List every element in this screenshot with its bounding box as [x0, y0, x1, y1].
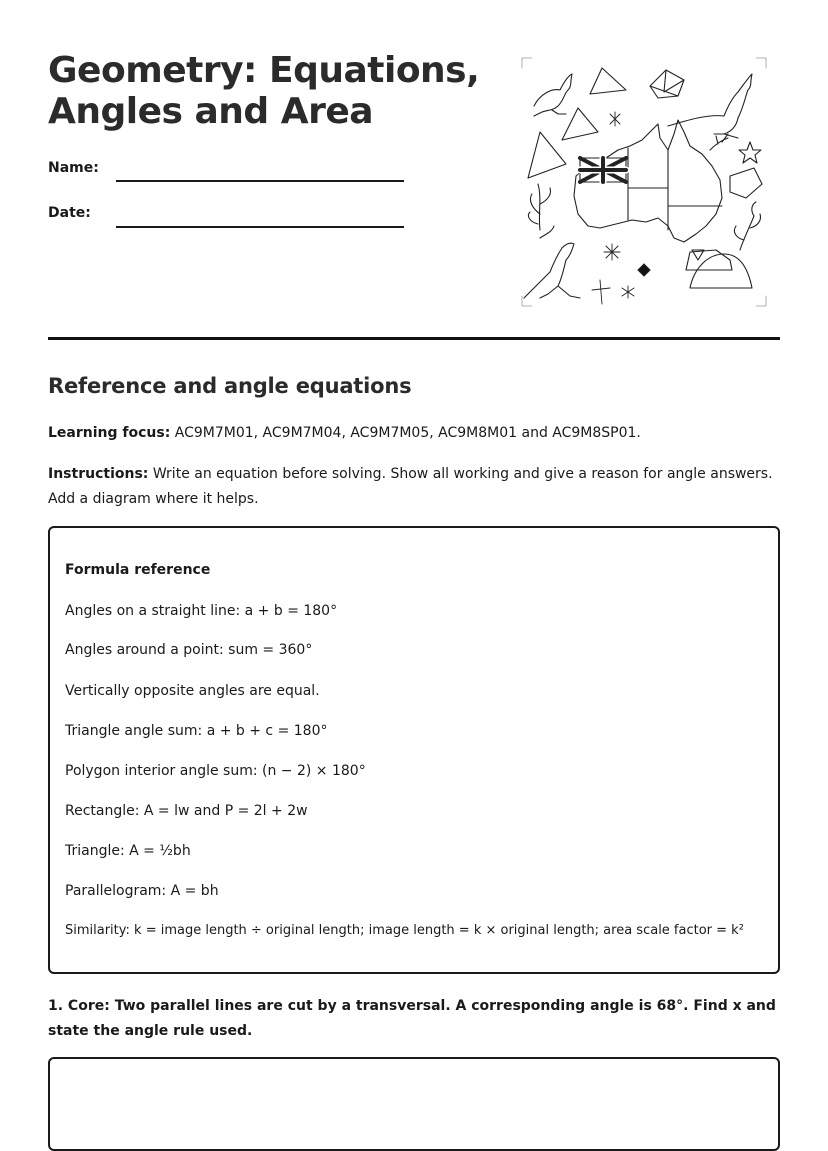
- formula-item: Triangle: A = ½bh: [65, 843, 191, 859]
- section-heading: Reference and angle equations: [48, 374, 412, 398]
- island-icon: [686, 250, 732, 270]
- polyhedron-icon: [650, 70, 684, 98]
- date-write-line[interactable]: [116, 226, 404, 228]
- learning-focus: [48, 421, 780, 446]
- formula-item: Angles around a point: sum = 360°: [65, 642, 313, 658]
- instructions-text: Write an equation before solving. Show all working and give a reason for angle answers. Add a diagram where it helps.: [48, 466, 773, 507]
- kangaroo-icon: [524, 74, 752, 298]
- section-divider: [48, 337, 780, 340]
- flag-icon: [580, 158, 626, 182]
- star-icon: [739, 142, 761, 163]
- instructions: [48, 462, 780, 512]
- question-1-answer-area[interactable]: [48, 1057, 780, 1151]
- formula-item: Rectangle: A = lw and P = 2l + 2w: [65, 803, 308, 819]
- hill-icon: [690, 254, 752, 288]
- learning-focus-label: Learning focus:: [48, 425, 171, 441]
- diamond-icon: [638, 264, 650, 276]
- formula-item: Similarity: k = image length ÷ original length; image length = k × original length; area scale factor = k²: [65, 923, 744, 938]
- formula-item: Triangle angle sum: a + b + c = 180°: [65, 723, 328, 739]
- name-label: Name:: [48, 160, 99, 176]
- learning-focus-codes: AC9M7M01, AC9M7M04, AC9M7M05, AC9M8M01 and AC9M8SP01.: [170, 425, 641, 441]
- formula-item: Vertically opposite angles are equal.: [65, 683, 320, 699]
- formula-item: Parallelogram: A = bh: [65, 883, 219, 899]
- date-label: Date:: [48, 205, 91, 221]
- formula-reference-box: [48, 526, 780, 974]
- question-1: 1. Core: Two parallel lines are cut by a transversal. A corresponding angle is 68°. Find x and state the angle rule used.: [48, 998, 776, 1039]
- formula-item: Polygon interior angle sum: (n − 2) × 180°: [65, 763, 366, 779]
- formula-reference-title: Formula reference: [65, 562, 211, 578]
- australia-geometry-illustration: [518, 54, 770, 310]
- instructions-label: Instructions:: [48, 466, 149, 482]
- formula-item: Angles on a straight line: a + b = 180°: [65, 603, 338, 619]
- pentagon-icon: [730, 168, 762, 198]
- plant-icon: [528, 134, 760, 250]
- worksheet-title: Geometry: Equations, Angles and Area: [48, 50, 480, 132]
- name-write-line[interactable]: [116, 180, 404, 182]
